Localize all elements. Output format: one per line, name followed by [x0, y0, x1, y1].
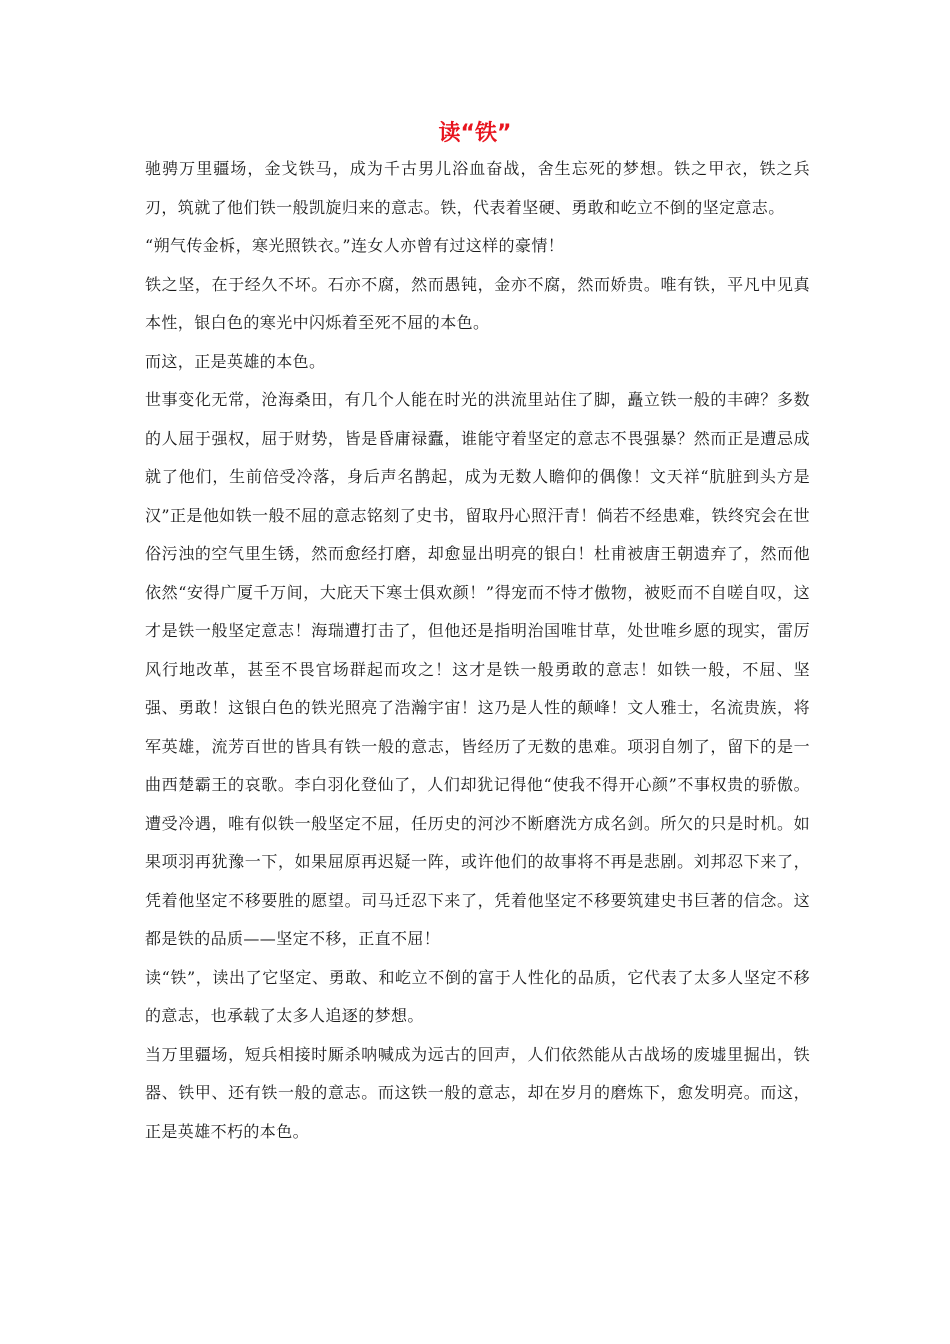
document-body — [145, 150, 810, 1151]
paragraph-7: 当万里疆场，短兵相接时厮杀呐喊成为远古的回声，人们依然能从古战场的废墟里掘出，铁器、铁甲、还有铁一般的意志。而这铁一般的意志，却在岁月的磨炼下，愈发明亮。而这，正是英雄不朽的本色。 — [145, 1044, 810, 1141]
paragraph-5: 世事变化无常，沧海桑田，有几个人能在时光的洪流里站住了脚，矗立铁一般的丰碑？多数的人屈于强权，屈于财势，皆是昏庸禄蠹，谁能守着坚定的意志不畏强暴？然而正是遭忌成就了他们，生前倍受冷落，身后声名鹊起，成为无数人瞻仰的偶像！文天祥“肮脏到头方是汉”正是他如铁一般不屈的意志铭刻了史书，留取丹心照汗青！倘若不经患难，铁终究会在世俗污浊的空气里生锈，然而愈经打磨，却愈显出明亮的银白！杜甫被唐王朝遗弃了，然而他依然“安得广厦千万间，大庇天下寒士俱欢颜！”得宠而不恃才傲物，被贬而不自嗟自叹，这才是铁一般坚定意志！海瑞遭打击了，但他还是指明治国唯甘草，处世唯乡愿的现实，雷厉风行地改革，甚至不畏官场群起而攻之！这才是铁一般勇敢的意志！如铁一般，不屈、坚强、勇敢！这银白色的铁光照亮了浩瀚宇宙！这乃是人性的颠峰！文人雅士，名流贵族，将军英雄，流芳百世的皆具有铁一般的意志，皆经历了无数的患难。项羽自刎了，留下的是一曲西楚霸王的哀歌。李白羽化登仙了，人们却犹记得他“使我不得开心颜”不事权贵的骄傲。遭受冷遇，唯有似铁一般坚定不屈，任历史的河沙不断磨洗方成名剑。所欠的只是时机。如果项羽再犹豫一下，如果屈原再迟疑一阵，或许他们的故事将不再是悲剧。刘邦忍下来了，凭着他坚定不移要胜的愿望。司马迁忍下来了，凭着他坚定不移要筑建史书巨著的信念。这都是铁的品质——坚定不移，正直不屈！ — [145, 390, 810, 948]
paragraph-4: 而这，正是英雄的本色。 — [145, 351, 326, 371]
paragraph-1: 驰骋万里疆场，金戈铁马，成为千古男儿浴血奋战，舍生忘死的梦想。铁之甲衣，铁之兵刃，筑就了他们铁一般凯旋归来的意志。铁，代表着坚硬、勇敢和屹立不倒的坚定意志。 — [145, 159, 810, 217]
paragraph-6: 读“铁”，读出了它坚定、勇敢、和屹立不倒的富于人性化的品质，它代表了太多人坚定不移的意志，也承载了太多人追逐的梦想。 — [145, 967, 810, 1025]
paragraph-2: “朔气传金柝，寒光照铁衣。”连女人亦曾有过这样的豪情！ — [145, 236, 565, 255]
document-title: 读“铁” — [438, 121, 512, 146]
paragraph-3: 铁之坚，在于经久不坏。石亦不腐，然而愚钝，金亦不腐，然而娇贵。唯有铁，平凡中见真本性，银白色的寒光中闪烁着至死不屈的本色。 — [145, 274, 810, 332]
